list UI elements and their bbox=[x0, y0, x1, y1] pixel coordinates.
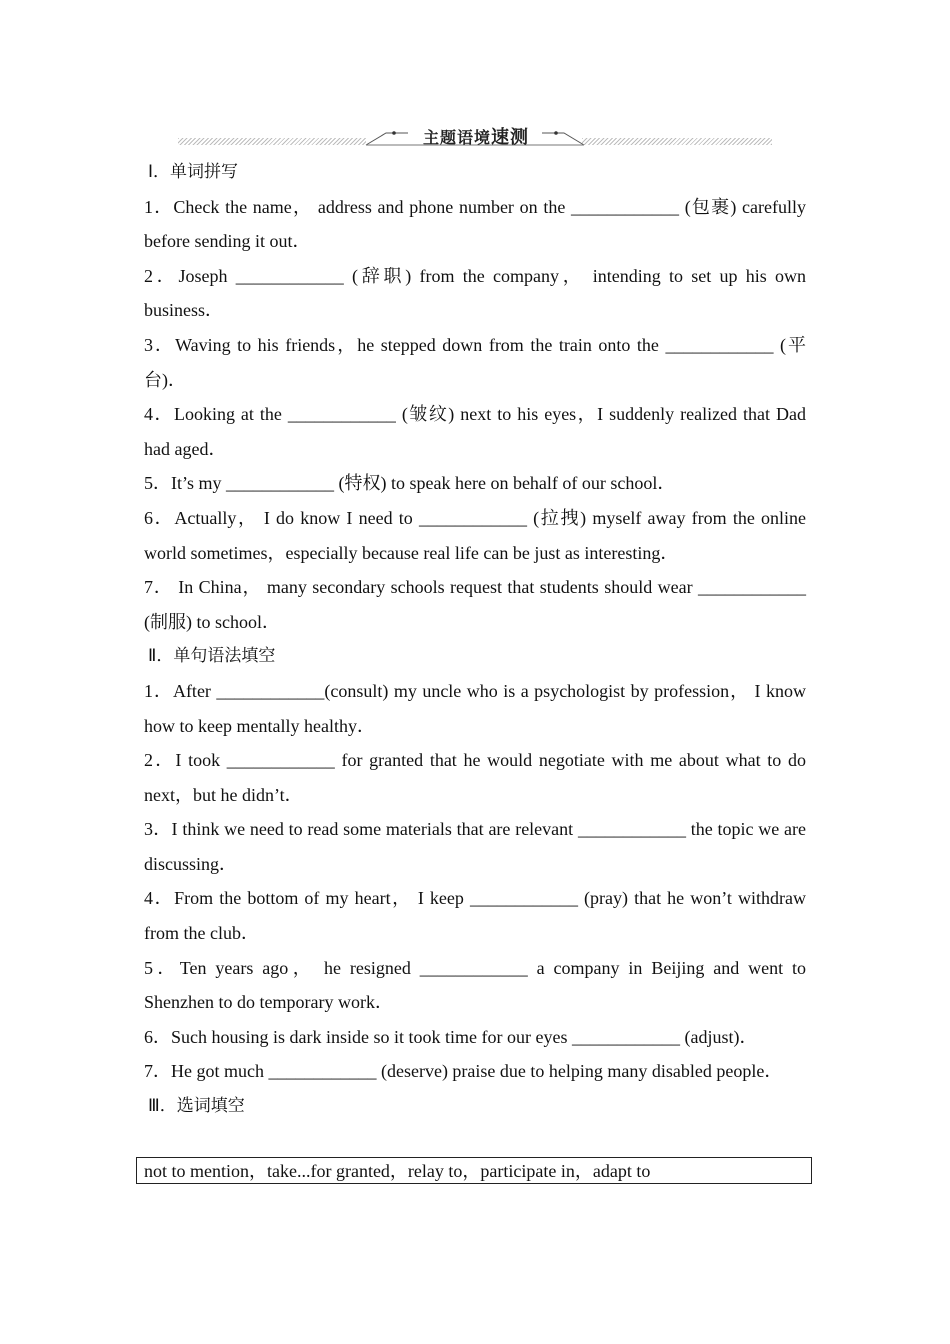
banner-title-big: 速测 bbox=[491, 127, 529, 148]
banner-hatch-left bbox=[178, 138, 366, 145]
exercise-item: 6．Actually， I do know I need to ____________ (拉拽) myself away from the online world sometimes，especially because real life can be just as interesting． bbox=[144, 507, 806, 563]
exercise-item: 4．Looking at the ____________ (皱纹) next to his eyes，I suddenly realized that Dad had aged． bbox=[144, 404, 806, 459]
exercise-item: 2．Joseph ____________ (辞职) from the company， intending to set up his own business． bbox=[144, 265, 806, 321]
section-heading: Ⅰ．单词拼写 bbox=[148, 162, 239, 182]
banner-hatch-right bbox=[582, 138, 772, 145]
section-banner bbox=[178, 122, 772, 148]
exercise-item: 3．Waving to his friends，he stepped down from the train onto the ____________ (平台)． bbox=[144, 334, 806, 390]
section-heading: Ⅱ．单句语法填空 bbox=[148, 646, 276, 667]
exercise-item: 5．Ten years ago， he resigned ____________ a company in Beijing and went to Shenzhen to do temporary work． bbox=[144, 957, 806, 1013]
exercise-item: 2．I took ____________ for granted that he would negotiate with me about what to do next，but he didn’t． bbox=[144, 750, 806, 805]
exercise-item: 1．Check the name， address and phone number on the ____________ (包裹) carefully before sending it out． bbox=[144, 196, 806, 252]
exercise-item: 7． In China， many secondary schools request that students should wear ____________ (制服) to school． bbox=[144, 577, 806, 632]
banner-title-small: 主题语境 bbox=[422, 128, 491, 147]
section-heading: Ⅲ．选词填空 bbox=[148, 1096, 245, 1117]
exercise-item: 1．After ____________(consult) my uncle who is a psychologist by profession， I know how to keep mentally healthy． bbox=[144, 680, 806, 736]
exercise-item: 3．I think we need to read some materials that are relevant ____________ the topic we are discussing． bbox=[144, 819, 806, 874]
banner-title bbox=[416, 123, 536, 149]
exercise-item: 5．It’s my ____________ (特权) to speak here on behalf of our school． bbox=[144, 473, 676, 494]
exercise-item: 7．He got much ____________ (deserve) praise due to helping many disabled people． bbox=[144, 1061, 783, 1082]
exercise-item: 6．Such housing is dark inside so it took time for our eyes ____________ (adjust)． bbox=[144, 1026, 758, 1047]
word-bank-box: not to mention，take...for granted，relay to，participate in，adapt to bbox=[136, 1157, 812, 1184]
exercise-content bbox=[144, 155, 806, 1124]
exercise-item: 4．From the bottom of my heart， I keep ____________ (pray) that he won’t withdraw from the club． bbox=[144, 888, 806, 944]
